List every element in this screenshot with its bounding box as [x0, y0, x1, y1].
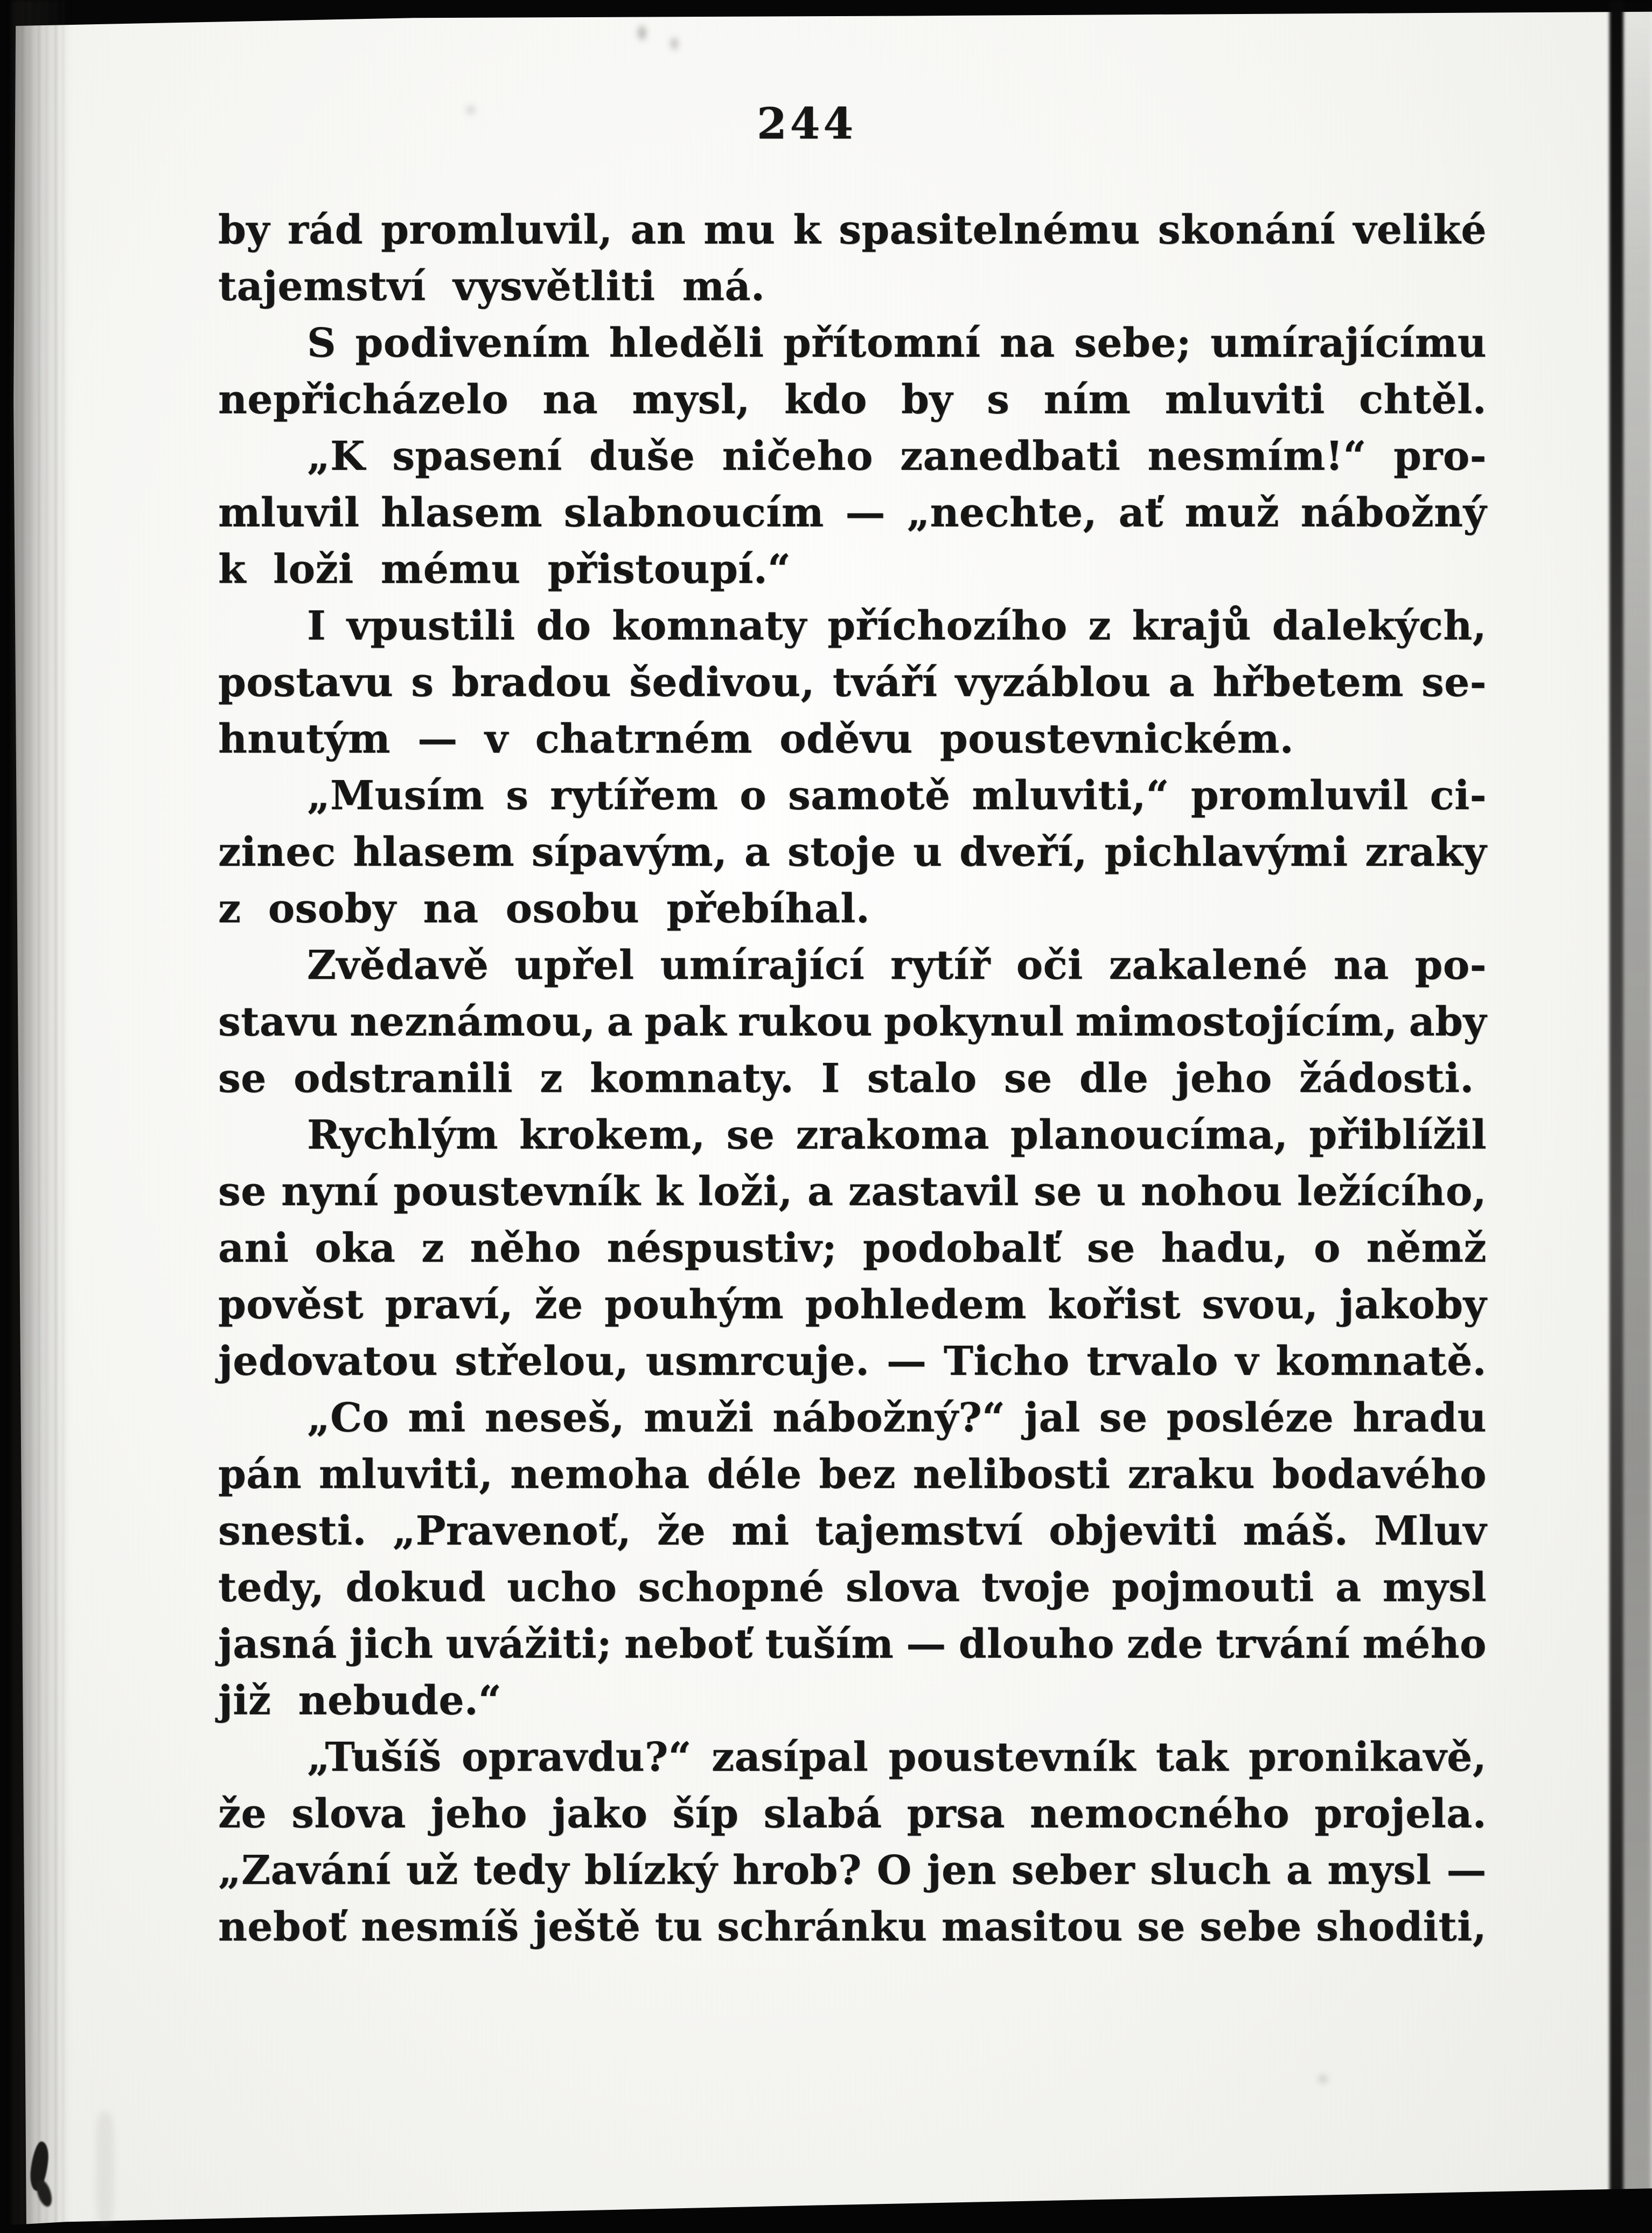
word: a: [744, 829, 771, 875]
text-line: [218, 1560, 1487, 1616]
text-line: [218, 768, 1487, 824]
word: muž: [1184, 490, 1280, 536]
word: pak: [644, 999, 727, 1045]
text-line: [218, 1277, 1487, 1333]
text-line: [218, 315, 1487, 372]
word: nábožný: [1300, 490, 1487, 536]
word: an: [630, 207, 686, 253]
word: na: [1333, 942, 1389, 989]
word: rád: [287, 207, 363, 253]
word: k: [655, 1168, 684, 1215]
word: ním: [1043, 377, 1131, 423]
word: sípavým,: [531, 829, 728, 875]
word: u: [913, 829, 943, 875]
text-line: [218, 1503, 1487, 1560]
text-line: [218, 1446, 1487, 1503]
word: sluch: [1149, 1847, 1271, 1894]
word: pichlavými: [1104, 829, 1348, 875]
word: mu: [703, 207, 776, 253]
word: pověst: [218, 1282, 364, 1328]
word: promluvil,: [381, 207, 613, 253]
word: O: [876, 1847, 912, 1894]
word: skonání: [1158, 207, 1336, 253]
word: hřbetem: [1212, 659, 1404, 706]
word: sebe;: [1074, 320, 1191, 366]
word: bodavého: [1272, 1451, 1487, 1498]
word: o: [740, 773, 767, 819]
word: schopné: [638, 1564, 825, 1611]
word: zinec: [218, 829, 336, 875]
word: nepřicházelo: [218, 377, 509, 423]
word: k: [793, 207, 821, 253]
word: mysl,: [632, 377, 750, 423]
word: zanedbati: [900, 433, 1121, 479]
word: mi: [408, 1395, 466, 1441]
word: zakalené: [1109, 942, 1308, 989]
word: u: [1097, 1168, 1126, 1215]
word: ležícího,: [1297, 1168, 1487, 1215]
word: mluviti,: [318, 1451, 493, 1498]
word: praví,: [385, 1282, 514, 1328]
word: duše: [589, 433, 695, 479]
word: tedy: [473, 1847, 569, 1894]
word: zraku: [1127, 1451, 1255, 1498]
word: že: [218, 1791, 267, 1837]
word: nemoha: [510, 1451, 690, 1498]
word: tváří: [832, 659, 938, 706]
text-line: [218, 1899, 1487, 1956]
word: —: [886, 1338, 927, 1385]
book-spine-line: [1609, 0, 1623, 2233]
word: Ticho: [943, 1338, 1070, 1385]
word: máš.: [1243, 1508, 1349, 1554]
word: planoucíma,: [1010, 1112, 1288, 1158]
text-line: tajemství vysvětliti má.: [218, 263, 765, 310]
word: už: [406, 1847, 458, 1894]
word: mysl: [1327, 1847, 1432, 1894]
word: posléze: [1166, 1395, 1334, 1441]
text-line: [218, 824, 1487, 881]
text-line: [218, 994, 1487, 1051]
word: dlouho: [958, 1621, 1114, 1667]
word: snesti.: [218, 1508, 367, 1554]
word: pán: [218, 1451, 302, 1498]
word: postavu: [218, 659, 394, 706]
word: se: [218, 1168, 267, 1215]
page-number: 244: [757, 98, 856, 149]
word: néspustiv;: [607, 1225, 837, 1271]
word: komnatě.: [1275, 1338, 1487, 1385]
word: se: [1137, 1904, 1186, 1950]
word: se: [1099, 1395, 1148, 1441]
text-line: [218, 1390, 1487, 1446]
word: loži,: [698, 1168, 793, 1215]
scan-edge-bottom: [0, 2171, 1652, 2233]
word: oči: [1016, 942, 1083, 989]
word: promluvil: [1190, 773, 1409, 819]
word: Rychlým: [307, 1112, 498, 1158]
word: s: [987, 377, 1010, 423]
word: jasná: [218, 1621, 337, 1667]
word: a: [1168, 659, 1195, 706]
word: umírající: [660, 942, 865, 989]
word: z: [421, 1225, 444, 1271]
word: oka: [315, 1225, 396, 1271]
word: ještě: [533, 1904, 641, 1950]
text-line: [218, 1786, 1487, 1842]
word: hradu: [1353, 1395, 1487, 1441]
text-line: se odstranili z komnaty. I stalo se dle jeho žádosti.: [218, 1055, 1474, 1102]
word: přiblížil: [1309, 1112, 1487, 1158]
word: nelibosti: [912, 1451, 1111, 1498]
word: krajů: [1132, 603, 1251, 649]
text-line: [218, 598, 1487, 655]
word: vyzáblou: [955, 659, 1151, 706]
word: na: [999, 320, 1055, 366]
word: zraky: [1365, 829, 1487, 875]
word: tvoje: [981, 1564, 1091, 1611]
word: —: [1446, 1847, 1487, 1894]
word: z: [1088, 603, 1111, 649]
word: poustevník: [888, 1734, 1136, 1780]
word: mluviti,“: [972, 773, 1169, 819]
word: v: [1235, 1338, 1259, 1385]
word: tedy,: [218, 1564, 325, 1611]
word: zastavil: [848, 1168, 1019, 1215]
word: jako: [552, 1791, 648, 1837]
word: —: [845, 490, 886, 536]
word: „Pravenoť,: [392, 1508, 632, 1554]
word: umírajícímu: [1210, 320, 1487, 366]
word: a: [1335, 1564, 1362, 1611]
word: by: [901, 377, 953, 423]
word: podobalť: [862, 1225, 1062, 1271]
word: „Tušíš: [307, 1734, 442, 1780]
word: tu: [654, 1904, 703, 1950]
word: Zvědavě: [307, 942, 489, 989]
word: mého: [1362, 1621, 1487, 1667]
word: němž: [1366, 1225, 1487, 1271]
word: střelou,: [455, 1338, 629, 1385]
scan-edge-top: [0, 0, 1652, 34]
word: ani: [218, 1225, 289, 1271]
word: dveří,: [959, 829, 1088, 875]
text-line: [218, 1107, 1487, 1164]
word: mi: [731, 1508, 790, 1554]
word: že: [657, 1508, 706, 1554]
word: jedovatou: [218, 1338, 438, 1385]
word: jal: [1024, 1395, 1081, 1441]
word: se: [1086, 1225, 1135, 1271]
word: seber: [1011, 1847, 1135, 1894]
word: jeho: [430, 1791, 527, 1837]
word: blízký: [584, 1847, 717, 1894]
text-line: [218, 372, 1487, 428]
text-line: [218, 202, 1487, 259]
word: „Co: [307, 1395, 389, 1441]
word: sebe: [1200, 1904, 1302, 1950]
word: něho: [470, 1225, 581, 1271]
scan-smudge: [638, 26, 646, 40]
word: ničeho: [722, 433, 873, 479]
word: mluviti: [1165, 377, 1325, 423]
word: poustevník: [393, 1168, 641, 1215]
word: prsa: [907, 1791, 1005, 1837]
word: „nechte,: [907, 490, 1097, 536]
word: nyní: [281, 1168, 379, 1215]
word: tuším: [765, 1621, 894, 1667]
text-line: k loži mému přistoupí.“: [218, 546, 791, 593]
word: přítomní: [783, 320, 981, 366]
word: usmrcuje.: [645, 1338, 870, 1385]
text-line: [218, 1616, 1487, 1673]
word: I: [307, 603, 326, 649]
word: jen: [926, 1847, 996, 1894]
word: opravdu?“: [461, 1734, 692, 1780]
word: trvalo: [1086, 1338, 1218, 1385]
word: vpustili: [346, 603, 515, 649]
word: neboť: [624, 1621, 753, 1667]
word: krokem,: [519, 1112, 706, 1158]
word: mluvil: [218, 490, 360, 536]
text-line: [218, 1842, 1487, 1899]
word: a: [807, 1168, 834, 1215]
text-line: z osoby na osobu přebíhal.: [218, 886, 870, 932]
word: hlasem: [381, 490, 543, 536]
word: hadu,: [1161, 1225, 1288, 1271]
word: neznámou,: [350, 999, 596, 1045]
word: masitou: [941, 1904, 1123, 1950]
word: podivením: [355, 320, 590, 366]
word: pojmouti: [1112, 1564, 1314, 1611]
word: s: [506, 773, 529, 819]
text-line: [218, 428, 1487, 485]
word: pronikavě,: [1248, 1734, 1487, 1780]
word: nábožný?“: [772, 1395, 1006, 1441]
word: hrob?: [733, 1847, 862, 1894]
word: upřel: [514, 942, 635, 989]
word: jich: [349, 1621, 434, 1667]
word: mimostojícím,: [1075, 999, 1398, 1045]
word: Mluv: [1374, 1508, 1487, 1554]
word: se: [726, 1112, 775, 1158]
word: neseš,: [484, 1395, 625, 1441]
word: bez: [819, 1451, 896, 1498]
text-line: již nebude.“: [218, 1678, 502, 1724]
word: kdo: [784, 377, 867, 423]
word: šíp: [672, 1791, 739, 1837]
word: zde: [1126, 1621, 1204, 1667]
word: dokud: [345, 1564, 486, 1611]
word: projela.: [1314, 1791, 1487, 1837]
word: po-: [1414, 942, 1487, 989]
scan-smudge: [96, 2112, 114, 2225]
word: trvání: [1216, 1621, 1350, 1667]
word: spasitelnému: [839, 207, 1140, 253]
word: pouhým: [604, 1282, 784, 1328]
word: nemocného: [1030, 1791, 1290, 1837]
word: ucho: [507, 1564, 617, 1611]
word: S: [307, 320, 336, 366]
word: „K: [307, 433, 365, 479]
word: na: [542, 377, 598, 423]
word: příchozího: [827, 603, 1068, 649]
word: rytířem: [550, 773, 719, 819]
word: nesmíš: [361, 1904, 519, 1950]
word: ci-: [1430, 773, 1487, 819]
scan-smudge: [671, 38, 678, 50]
scan-smudge: [1319, 2075, 1327, 2083]
word: jakoby: [1339, 1282, 1487, 1328]
word: by: [218, 207, 270, 253]
word: slova: [291, 1791, 406, 1837]
word: se-: [1421, 659, 1487, 706]
text-line: [218, 655, 1487, 711]
text-line: [218, 1729, 1487, 1786]
word: tajemství: [815, 1508, 1023, 1554]
word: samotě: [787, 773, 951, 819]
word: bradou: [451, 659, 612, 706]
word: zrakoma: [796, 1112, 989, 1158]
word: aby: [1409, 999, 1487, 1045]
word: muži: [643, 1395, 754, 1441]
word: hleděli: [609, 320, 764, 366]
word: pro-: [1393, 433, 1487, 479]
word: shoditi,: [1316, 1904, 1487, 1950]
word: dalekých,: [1272, 603, 1487, 649]
word: schránku: [717, 1904, 928, 1950]
word: rytíř: [890, 942, 991, 989]
word: tak: [1155, 1734, 1229, 1780]
word: pokynul: [883, 999, 1064, 1045]
text-block: [218, 202, 1487, 1956]
word: zasípal: [712, 1734, 869, 1780]
word: slabnoucím: [563, 490, 824, 536]
word: nesmím!“: [1147, 433, 1367, 479]
word: slabá: [763, 1791, 882, 1837]
word: svou,: [1202, 1282, 1319, 1328]
word: déle: [707, 1451, 802, 1498]
text-line: hnutým — v chatrném oděvu poustevnickém.: [218, 716, 1294, 762]
word: „Zavání: [218, 1847, 391, 1894]
scan-smudge: [466, 106, 475, 114]
word: „Musím: [307, 773, 485, 819]
word: ať: [1118, 490, 1163, 536]
scan-left-streaks: [22, 0, 70, 2233]
word: se: [1034, 1168, 1082, 1215]
word: o: [1314, 1225, 1341, 1271]
word: pohledem: [805, 1282, 1027, 1328]
word: slova: [845, 1564, 960, 1611]
word: kořist: [1048, 1282, 1181, 1328]
word: a: [1286, 1847, 1313, 1894]
text-line: [218, 1164, 1487, 1220]
word: uvážiti;: [445, 1621, 612, 1667]
word: stavu: [218, 999, 339, 1045]
word: veliké: [1353, 207, 1487, 253]
word: objeviti: [1049, 1508, 1217, 1554]
word: a: [607, 999, 633, 1045]
word: neboť: [218, 1904, 347, 1950]
word: nohou: [1141, 1168, 1282, 1215]
text-line: [218, 1220, 1487, 1277]
text-line: [218, 937, 1487, 994]
word: s: [411, 659, 434, 706]
word: stoje: [787, 829, 896, 875]
word: komnaty: [612, 603, 807, 649]
word: do: [536, 603, 591, 649]
word: šedivou,: [629, 659, 815, 706]
word: hlasem: [353, 829, 515, 875]
word: mysl: [1382, 1564, 1487, 1611]
text-line: [218, 1333, 1487, 1390]
word: spasení: [392, 433, 562, 479]
word: že: [534, 1282, 583, 1328]
word: rukou: [738, 999, 873, 1045]
word: —: [906, 1621, 946, 1667]
book-spine-shade: [1620, 0, 1652, 2233]
word: chtěl.: [1358, 377, 1487, 423]
text-line: [218, 485, 1487, 541]
